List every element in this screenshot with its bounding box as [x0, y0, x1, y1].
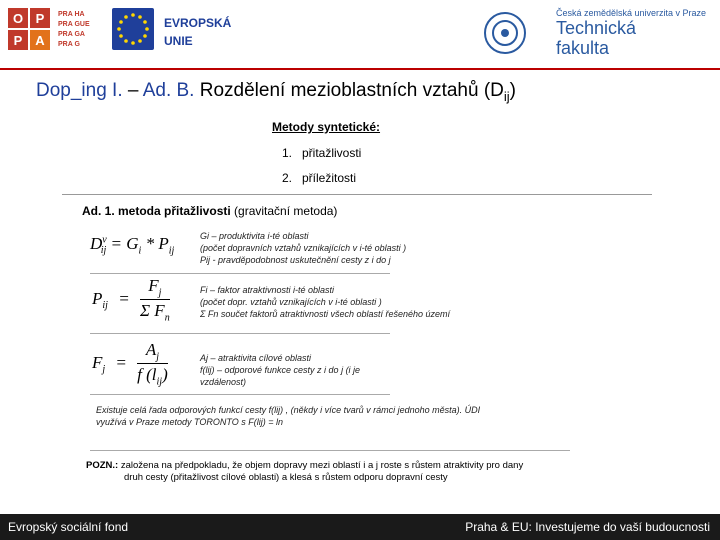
divider [90, 450, 570, 451]
f1-lhs-sub: ij [100, 245, 107, 257]
note-line: Gi – produktivita i-té oblasti [200, 231, 309, 241]
f2-fraction [140, 276, 170, 324]
method-item [282, 146, 361, 160]
f2-num-sub: j [158, 287, 162, 299]
f1-p-sub: ij [168, 245, 175, 257]
extra-line: Existuje celá řada odporových funkcí cesty f(lij) , (někdy i více tvarů v rámci jednoho města). ÚDI [96, 405, 481, 415]
title-text: Rozdělení mezioblastních vztahů (D [194, 80, 504, 101]
title-course: Dop_ing I. [36, 80, 123, 101]
tf-university: Česká zemědělská univerzita v Praze [556, 8, 707, 18]
f2-den-sub: n [164, 312, 170, 324]
ad1-rest: (gravitační metoda) [230, 204, 338, 218]
extra-line: využívá v Praze metody TORONTO s F(lij) = ln [96, 417, 283, 427]
method-label: přitažlivosti [302, 146, 362, 160]
notes-2 [200, 284, 450, 320]
note-line: f(lij) – odporové funkce cesty z i do j (i je [200, 365, 361, 375]
f1-lhs: D [90, 234, 103, 253]
slide-title [36, 80, 516, 104]
oppa-letter-p1: P [30, 8, 50, 28]
title-sub: ij [503, 88, 510, 104]
note-line: vzdálenost) [200, 377, 247, 387]
f3-num-sub: j [156, 351, 160, 363]
tf-logo-icon [478, 8, 532, 58]
pozn-line1: založena na předpokladu, že objem dopravy mezi oblastí i a j roste s růstem atraktivity pro dany [118, 460, 524, 471]
notes-3 [200, 352, 360, 388]
pozn-label: POZN.: [86, 460, 119, 471]
f3-lhs-sub: j [102, 364, 106, 376]
f1-eq: = G [106, 234, 139, 253]
eu-flag-icon [112, 8, 154, 50]
note-line: Σ Fn součet faktorů atraktivnosti všech oblastí řešeného území [200, 309, 451, 319]
f1-lhs-sup: v [102, 234, 107, 246]
divider [90, 394, 390, 395]
oppa-letter-p2: P [8, 30, 28, 50]
f3-den-sub: ij [156, 376, 163, 388]
f3-eq: = [115, 352, 127, 372]
formula-3 [92, 340, 168, 388]
f3-num: A [145, 340, 157, 359]
footer [0, 514, 720, 540]
formula-2 [92, 276, 170, 324]
f2-num: F [148, 276, 159, 295]
ad1-bold: Ad. 1. metoda přitažlivosti [82, 204, 231, 218]
prague-line: PRA GUE [58, 21, 90, 28]
pozn-note [86, 460, 586, 484]
f2-eq: = [118, 288, 130, 308]
tf-line1: Technická [556, 18, 637, 38]
method-label: příležitosti [302, 171, 357, 185]
divider [90, 273, 390, 274]
title-section: Ad. B. [142, 80, 195, 101]
note-line: Fi – faktor atraktivnosti i-té oblasti [200, 285, 335, 295]
tf-name [556, 18, 636, 58]
note-line: (počet dopravních vztahů vznikajících v i-té oblasti ) [200, 243, 407, 253]
method-item [282, 171, 356, 185]
f3-den: f (l [137, 365, 157, 385]
note-line: Aj – atraktivita cílové oblasti [200, 353, 312, 363]
notes-1 [200, 230, 406, 266]
f3-den-close: ) [162, 365, 168, 385]
f1-g-sub: i [138, 245, 142, 257]
f2-den: Σ F [139, 301, 165, 321]
f3-fraction [137, 340, 168, 388]
oppa-letter-a: A [30, 30, 50, 50]
divider [90, 333, 390, 334]
f3-lhs: F [92, 352, 103, 372]
f1-mul: * P [141, 234, 169, 253]
oppa-logo [8, 8, 52, 54]
pozn-line2: druh cesty (přitažlivost cílové oblasti) a klesá s růstem odporu dopravní cesty [124, 472, 448, 483]
ad1-heading [82, 204, 337, 218]
eu-text [164, 14, 231, 50]
formula-1 [90, 234, 174, 256]
footer-right: Praha & EU: Investujeme do vaší budoucnosti [465, 520, 710, 534]
header [0, 0, 720, 64]
f2-lhs-sub: ij [102, 300, 108, 312]
prague-line: PRA G [58, 41, 80, 48]
eu-line2: UNIE [164, 34, 193, 48]
section-divider [62, 194, 652, 195]
extra-notes [96, 404, 480, 428]
prague-line: PRA GA [58, 31, 85, 38]
note-line: Pij - pravděpodobnost uskutečnění cesty z i do j [200, 255, 391, 265]
eu-line1: EVROPSKÁ [164, 16, 232, 30]
method-num: 1. [282, 146, 293, 160]
f2-lhs: P [92, 288, 103, 308]
footer-left: Evropský sociální fond [8, 520, 129, 534]
methods-heading: Metody syntetické: [272, 120, 381, 134]
title-close: ) [509, 80, 516, 101]
header-divider [0, 68, 720, 70]
note-line: (počet dopr. vztahů vznikajících v i-té oblasti ) [200, 297, 382, 307]
method-num: 2. [282, 171, 293, 185]
prague-line: PRA HA [58, 11, 85, 18]
prague-logo [58, 10, 90, 50]
oppa-letter-o: O [8, 8, 28, 28]
title-dash: – [122, 80, 143, 101]
tf-logo-box [470, 6, 710, 60]
tf-line2: fakulta [556, 38, 610, 58]
